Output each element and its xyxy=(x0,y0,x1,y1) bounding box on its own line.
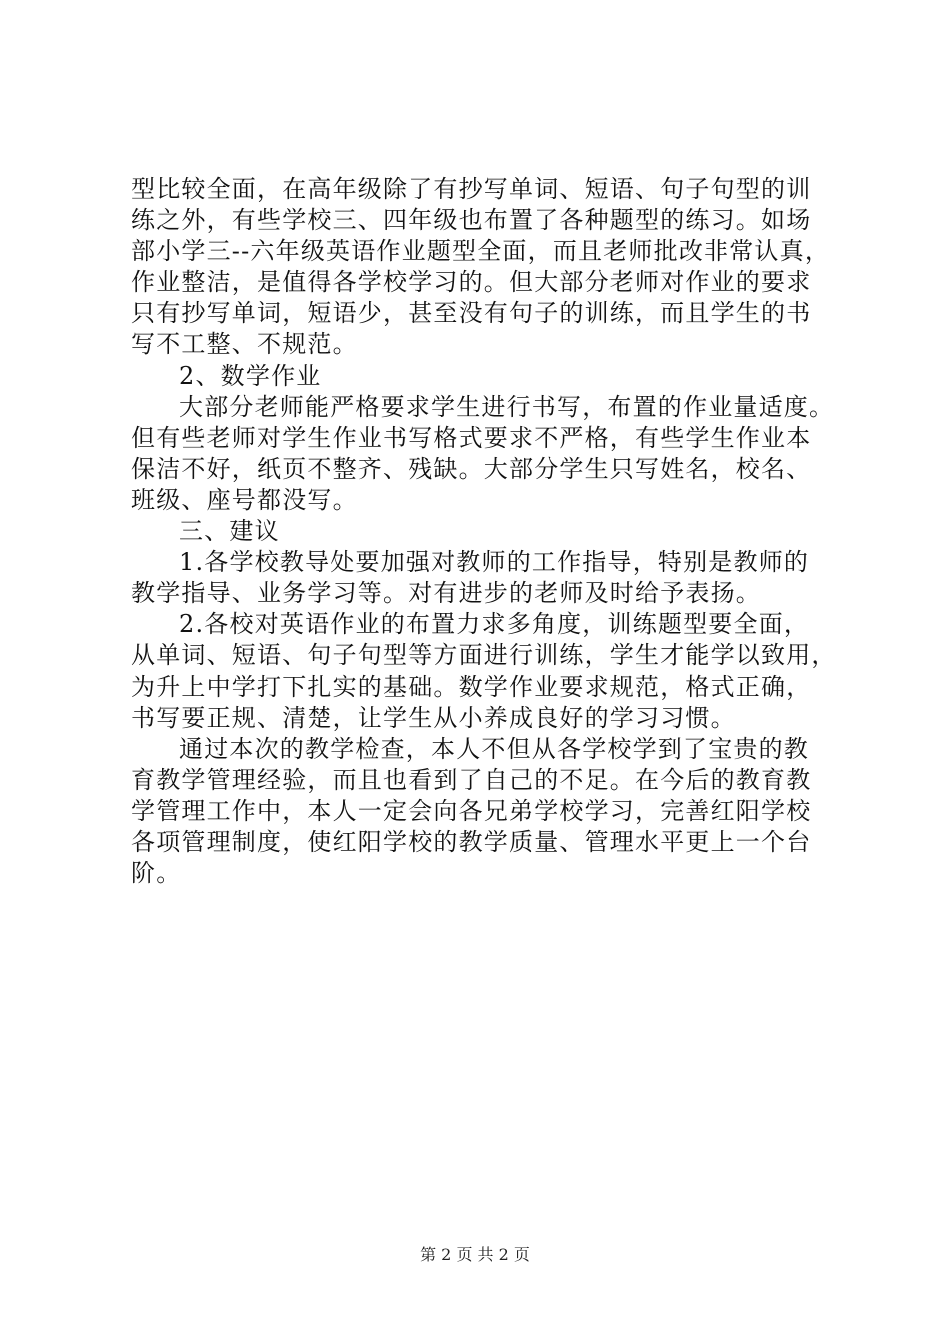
body-text xyxy=(131,174,851,889)
text-line: 2.各校对英语作业的布置力求多角度，训练题型要全面， xyxy=(179,610,810,639)
page-footer xyxy=(0,1245,950,1265)
text-line: 阶。 xyxy=(131,859,182,888)
text-line: 1.各学校教导处要加强对教师的工作指导，特别是教师的 xyxy=(179,548,810,577)
page-number-label: 第 2 页 共 2 页 xyxy=(420,1245,530,1264)
text-line: 班级、座号都没写。 xyxy=(131,485,358,514)
text-line: 但有些老师对学生作业书写格式要求不严格，有些学生作业本 xyxy=(131,423,812,452)
text-line: 大部分老师能严格要求学生进行书写，布置的作业量适度。 xyxy=(179,392,835,421)
section-heading-suggestions: 三、建议 xyxy=(179,517,280,546)
text-line: 育教学管理经验，而且也看到了自己的不足。在今后的教育教 xyxy=(131,765,812,794)
text-line: 各项管理制度，使红阳学校的教学质量、管理水平更上一个台 xyxy=(131,827,812,856)
text-line: 写不工整、不规范。 xyxy=(131,330,358,359)
text-line: 型比较全面，在高年级除了有抄写单词、短语、句子句型的训 xyxy=(131,175,812,203)
text-line: 为升上中学打下扎实的基础。数学作业要求规范，格式正确， xyxy=(131,672,812,701)
text-line: 从单词、短语、句子句型等方面进行训练，学生才能学以致用， xyxy=(131,641,837,670)
section-heading-math-homework: 2、数学作业 xyxy=(179,361,322,390)
text-line: 学管理工作中，本人一定会向各兄弟学校学习，完善红阳学校 xyxy=(131,796,812,825)
text-line: 书写要正规、清楚，让学生从小养成良好的学习习惯。 xyxy=(131,703,736,732)
text-line: 通过本次的教学检查，本人不但从各学校学到了宝贵的教 xyxy=(179,734,809,763)
text-line: 保洁不好，纸页不整齐、残缺。大部分学生只写姓名，校名、 xyxy=(131,454,812,483)
text-line: 作业整洁，是值得各学校学习的。但大部分老师对作业的要求 xyxy=(131,268,812,297)
text-line: 只有抄写单词，短语少，甚至没有句子的训练，而且学生的书 xyxy=(131,299,812,328)
text-line: 练之外，有些学校三、四年级也布置了各种题型的练习。如场 xyxy=(131,206,812,235)
text-line: 部小学三--六年级英语作业题型全面，而且老师批改非常认真， xyxy=(131,237,831,266)
text-line: 教学指导、业务学习等。对有进步的老师及时给予表扬。 xyxy=(131,579,761,608)
